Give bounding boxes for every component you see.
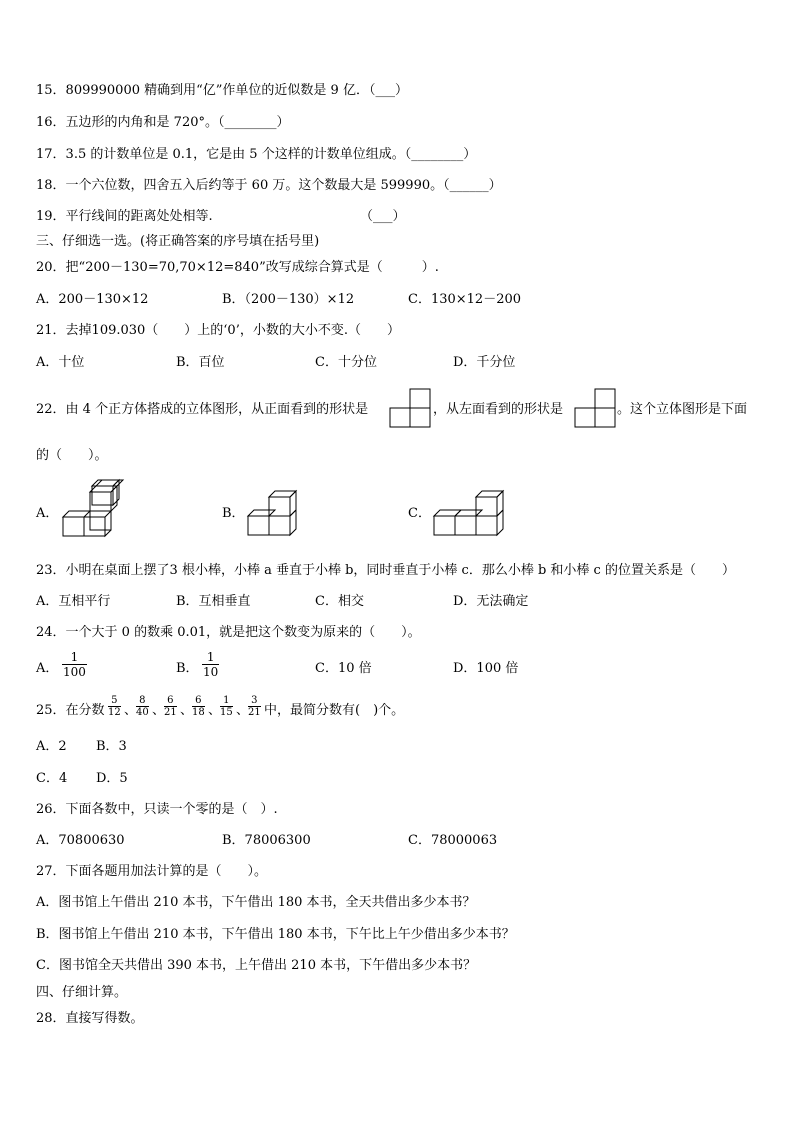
question-22-part-d: 的（ ）。 <box>36 448 108 463</box>
question-22-part-b: ，从左面看到的形状是 <box>433 402 564 417</box>
q26-option-c: C．78000063 <box>408 833 498 848</box>
q22-option-a-top-cube <box>88 478 128 508</box>
q24-option-d: D．100 倍 <box>453 661 519 676</box>
q25-fraction-6 <box>248 695 261 718</box>
question-26: 26．下面各数中，只读一个零的是（ ）. <box>36 802 278 817</box>
fraction-denominator: 21 <box>164 707 177 718</box>
q21-option-c: C．十分位 <box>315 355 377 370</box>
q25-fraction-2 <box>136 695 149 718</box>
q24-option-b-label: B． <box>176 661 199 676</box>
separator: 、 <box>236 703 250 718</box>
q22-option-c-label: C． <box>408 506 431 521</box>
question-18: 18．一个六位数，四舍五入后约等于 60 万。这个数最大是 599990。（______） <box>36 178 502 193</box>
q26-option-b: B．78006300 <box>222 833 311 848</box>
fraction-denominator: 12 <box>108 707 121 718</box>
fraction-denominator: 10 <box>203 665 219 679</box>
question-23: 23．小明在桌面上摆了3 根小棒，小棒 a 垂直于小棒 b，同时垂直于小棒 c．那么小棒 b 和小棒 c 的位置关系是（ ） <box>36 563 735 578</box>
q20-option-a: A．200－130×12 <box>36 292 149 307</box>
fraction-numerator: 3 <box>251 695 258 706</box>
question-21: 21．去掉109.030（ ）上的‘0’，小数的大小不变.（ ） <box>36 323 400 338</box>
q25-option-c: C．4 <box>36 771 68 786</box>
left-view-figure <box>574 387 618 429</box>
q23-option-a: A．互相平行 <box>36 594 111 609</box>
separator: 、 <box>152 703 166 718</box>
question-22-part-a: 22．由 4 个正方体搭成的立体图形，从正面看到的形状是 <box>36 402 369 417</box>
q22-option-b-label: B． <box>222 506 245 521</box>
fraction-numerator: 1 <box>70 650 79 664</box>
q25-fraction-1 <box>108 695 121 718</box>
fraction-denominator: 100 <box>63 665 86 679</box>
question-25-suffix: 中，最简分数有( )个。 <box>264 703 405 718</box>
question-24: 24．一个大于 0 的数乘 0.01，就是把这个数变为原来的（ ）。 <box>36 625 421 640</box>
q23-option-c: C．相交 <box>315 594 364 609</box>
q22-option-b-figure <box>245 484 307 540</box>
q24-option-a-label: A． <box>36 661 59 676</box>
q25-option-b: B．3 <box>96 739 127 754</box>
q20-option-b: B．（200－130）×12 <box>222 292 355 307</box>
q25-option-d: D．5 <box>96 771 128 786</box>
q20-option-c: C．130×12－200 <box>408 292 522 307</box>
q23-option-b: B．互相垂直 <box>176 594 251 609</box>
question-16: 16．五边形的内角和是 720°。（________） <box>36 115 290 130</box>
q25-fraction-5 <box>220 695 233 718</box>
question-19: 19．平行线间的距离处处相等. <box>36 209 213 224</box>
q27-option-a: A．图书馆上午借出 210 本书，下午借出 180 本书，全天共借出多少本书？ <box>36 895 476 910</box>
fraction-denominator: 40 <box>136 707 149 718</box>
q25-fraction-3 <box>164 695 177 718</box>
q21-option-d: D．千分位 <box>453 355 516 370</box>
q22-option-c-figure <box>431 484 513 540</box>
q24-option-a-fraction <box>62 650 87 679</box>
q22-option-a-label: A． <box>36 506 59 521</box>
q23-option-d: D．无法确定 <box>453 594 529 609</box>
front-view-figure <box>389 387 433 429</box>
fraction-numerator: 1 <box>223 695 230 706</box>
question-22-part-c: 。这个立体图形是下面 <box>617 402 748 417</box>
fraction-numerator: 6 <box>195 695 202 706</box>
question-27: 27．下面各题用加法计算的是（ ）。 <box>36 864 268 879</box>
q21-option-b: B．百位 <box>176 355 225 370</box>
q27-option-b: B．图书馆上午借出 210 本书，下午借出 180 本书，下午比上午少借出多少本书？ <box>36 927 515 942</box>
q24-option-b-fraction <box>202 650 219 679</box>
q25-option-a: A．2 <box>36 739 67 754</box>
q25-fraction-4 <box>192 695 205 718</box>
separator: 、 <box>208 703 222 718</box>
question-19-blank: （___） <box>360 209 406 224</box>
question-25-prefix: 25．在分数 <box>36 703 105 718</box>
q27-option-c: C．图书馆全天共借出 390 本书，上午借出 210 本书，下午借出多少本书？ <box>36 958 477 973</box>
fraction-numerator: 1 <box>206 650 215 664</box>
question-15: 15．809990000 精确到用“亿”作单位的近似数是 9 亿．（___） <box>36 83 408 98</box>
question-28: 28．直接写得数。 <box>36 1011 144 1026</box>
fraction-denominator: 18 <box>192 707 205 718</box>
fraction-denominator: 21 <box>248 707 261 718</box>
fraction-denominator: 15 <box>220 707 233 718</box>
section-4-heading: 四、仔细计算。 <box>36 985 128 1000</box>
separator: 、 <box>180 703 194 718</box>
question-17: 17．3.5 的计数单位是 0.1，它是由 5 个这样的计数单位组成。（________） <box>36 147 477 162</box>
q21-option-a: A．十位 <box>36 355 85 370</box>
question-20: 20．把“200－130=70,70×12=840”改写成综合算式是（ ）. <box>36 260 439 275</box>
fraction-numerator: 6 <box>167 695 174 706</box>
fraction-numerator: 8 <box>139 695 146 706</box>
separator: 、 <box>124 703 138 718</box>
fraction-numerator: 5 <box>111 695 118 706</box>
q26-option-a: A．70800630 <box>36 833 125 848</box>
q24-option-c: C．10 倍 <box>315 661 372 676</box>
section-3-heading: 三、仔细选一选。(将正确答案的序号填在括号里) <box>36 234 320 249</box>
